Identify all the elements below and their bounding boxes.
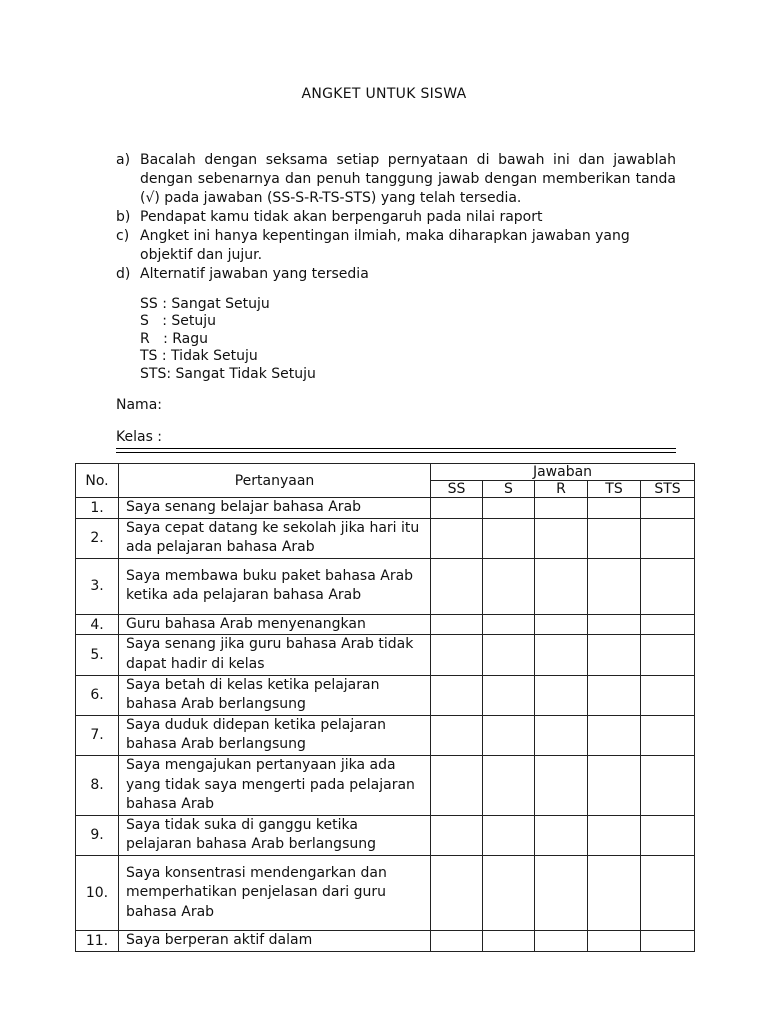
answer-cell-sts[interactable] [641,675,695,715]
answer-cell-ts[interactable] [588,855,641,930]
answer-cell-ss[interactable] [431,558,483,614]
table-row [76,675,695,715]
answer-cell-r[interactable] [535,498,588,519]
double-rule-divider [116,448,676,453]
answer-cell-r[interactable] [535,635,588,675]
answer-cell-r[interactable] [535,930,588,951]
answer-cell-ss[interactable] [431,930,483,951]
row-question: Guru bahasa Arab menyenangkan [119,614,431,635]
header-s: S [483,481,535,498]
answer-cell-ts[interactable] [588,815,641,855]
name-field-label: Nama: [116,397,162,413]
row-number: 9. [76,815,119,855]
answer-cell-ss[interactable] [431,498,483,519]
row-question: Saya betah di kelas ketika pelajaran bahasa Arab berlangsung [119,675,431,715]
answer-cell-s[interactable] [483,558,535,614]
row-number: 11. [76,930,119,951]
row-question: Saya konsentrasi mendengarkan dan memperhatikan penjelasan dari guru bahasa Arab [119,855,431,930]
answer-cell-sts[interactable] [641,635,695,675]
answer-cell-sts[interactable] [641,715,695,755]
row-number: 8. [76,755,119,815]
answer-cell-ss[interactable] [431,855,483,930]
instruction-label: a) [116,152,131,168]
answer-cell-s[interactable] [483,715,535,755]
answer-cell-sts[interactable] [641,518,695,558]
instruction-text: Angket ini hanya kepentingan ilmiah, maka diharapkan jawaban yang objektif dan jujur. [140,228,630,263]
header-sts: STS [641,481,695,498]
instruction-c [116,227,676,265]
answer-cell-ts[interactable] [588,635,641,675]
option-sts: STS: Sangat Tidak Setuju [140,365,316,382]
row-number: 4. [76,614,119,635]
row-question: Saya senang jika guru bahasa Arab tidak dapat hadir di kelas [119,635,431,675]
header-no: No. [76,464,119,498]
answer-cell-ts[interactable] [588,498,641,519]
table-row [76,635,695,675]
table-row [76,614,695,635]
answer-cell-s[interactable] [483,855,535,930]
table-row [76,755,695,815]
option-s: S : Setuju [140,313,217,330]
table-row [76,498,695,519]
row-number: 10. [76,855,119,930]
class-field-label: Kelas : [116,429,163,445]
answer-cell-sts[interactable] [641,498,695,519]
answer-cell-r[interactable] [535,675,588,715]
answer-cell-r[interactable] [535,715,588,755]
table-row [76,930,695,951]
answer-cell-s[interactable] [483,930,535,951]
answer-options [140,296,316,383]
instruction-text: Alternatif jawaban yang tersedia [140,266,369,282]
answer-cell-ss[interactable] [431,755,483,815]
answer-cell-sts[interactable] [641,930,695,951]
table-row [76,518,695,558]
answer-cell-ts[interactable] [588,930,641,951]
answer-cell-ts[interactable] [588,614,641,635]
answer-cell-r[interactable] [535,855,588,930]
answer-cell-r[interactable] [535,558,588,614]
answer-cell-r[interactable] [535,614,588,635]
answer-cell-ts[interactable] [588,755,641,815]
answer-cell-sts[interactable] [641,755,695,815]
instruction-b [116,208,676,227]
instruction-label: d) [116,266,131,282]
instruction-a [116,151,676,208]
answer-cell-sts[interactable] [641,855,695,930]
answer-cell-ts[interactable] [588,518,641,558]
header-answer: Jawaban [431,464,695,481]
answer-cell-sts[interactable] [641,815,695,855]
row-number: 3. [76,558,119,614]
row-question: Saya duduk didepan ketika pelajaran bahasa Arab berlangsung [119,715,431,755]
answer-cell-ss[interactable] [431,715,483,755]
instruction-label: c) [116,228,130,244]
answer-cell-ts[interactable] [588,715,641,755]
option-ss: SS : Sangat Setuju [140,296,270,312]
answer-cell-s[interactable] [483,518,535,558]
answer-cell-r[interactable] [535,755,588,815]
row-number: 1. [76,498,119,519]
row-number: 6. [76,675,119,715]
table-row [76,558,695,614]
row-question: Saya senang belajar bahasa Arab [119,498,431,519]
instruction-label: b) [116,209,131,225]
answer-cell-s[interactable] [483,635,535,675]
row-question: Saya mengajukan pertanyaan jika ada yang tidak saya mengerti pada pelajaran bahasa Arab [119,755,431,815]
answer-cell-ss[interactable] [431,614,483,635]
answer-cell-s[interactable] [483,815,535,855]
header-question: Pertanyaan [119,464,431,498]
table-row [76,815,695,855]
questionnaire-table [75,463,695,952]
instruction-text: Bacalah dengan seksama setiap pernyataan di bawah ini dan jawablah dengan sebenarnya dan penuh tanggung jawab dengan memberikan tanda (√) pada jawaban (SS-S-R-TS-STS) yang telah tersedia. [140,152,676,206]
table-row [76,855,695,930]
header-r: R [535,481,588,498]
instruction-text: Pendapat kamu tidak akan berpengaruh pada nilai raport [140,209,543,225]
row-question: Saya membawa buku paket bahasa Arab ketika ada pelajaran bahasa Arab [119,558,431,614]
answer-cell-s[interactable] [483,675,535,715]
answer-cell-s[interactable] [483,614,535,635]
answer-cell-r[interactable] [535,518,588,558]
header-ts: TS [588,481,641,498]
row-question: Saya cepat datang ke sekolah jika hari itu ada pelajaran bahasa Arab [119,518,431,558]
answer-cell-ss[interactable] [431,518,483,558]
answer-cell-ss[interactable] [431,675,483,715]
answer-cell-ss[interactable] [431,815,483,855]
table-row [76,715,695,755]
header-ss: SS [431,481,483,498]
page-title: ANGKET UNTUK SISWA [301,86,467,102]
answer-cell-sts[interactable] [641,558,695,614]
row-question: Saya berperan aktif dalam [119,930,431,951]
answer-cell-sts[interactable] [641,614,695,635]
option-r: R : Ragu [140,330,209,347]
answer-cell-ts[interactable] [588,675,641,715]
instruction-d [116,265,676,284]
option-ts: TS : Tidak Setuju [140,348,258,365]
row-number: 5. [76,635,119,675]
answer-cell-r[interactable] [535,815,588,855]
answer-cell-s[interactable] [483,755,535,815]
answer-cell-ss[interactable] [431,635,483,675]
row-number: 2. [76,518,119,558]
answer-cell-ts[interactable] [588,558,641,614]
row-number: 7. [76,715,119,755]
instruction-list [116,151,676,284]
answer-cell-s[interactable] [483,498,535,519]
row-question: Saya tidak suka di ganggu ketika pelajaran bahasa Arab berlangsung [119,815,431,855]
